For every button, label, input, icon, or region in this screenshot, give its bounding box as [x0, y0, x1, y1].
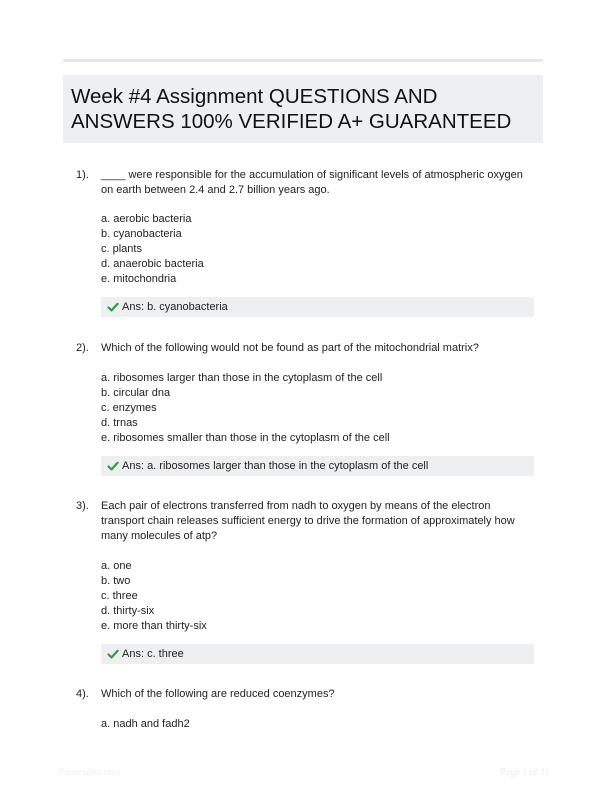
title-banner — [63, 75, 543, 143]
option-a: a. one — [101, 560, 132, 572]
question-text: Each pair of electrons transferred from nadh to oxygen by means of the electron transport chain releases sufficient energy to drive the formation of approximately how many molecules of atp? — [101, 500, 515, 542]
answer-box — [101, 644, 534, 664]
check-icon — [107, 301, 119, 313]
option-b: b. cyanobacteria — [101, 228, 182, 240]
page-title: Week #4 Assignment QUESTIONS AND ANSWERS 100% VERIFIED A+ GUARANTEED — [71, 85, 512, 133]
option-b: b. two — [101, 575, 131, 587]
footer-page-number: Page 1 of 11 — [500, 767, 550, 778]
option-d: d. anaerobic bacteria — [101, 258, 204, 270]
option-c: c. enzymes — [101, 402, 157, 414]
option-d: d. trnas — [101, 417, 138, 429]
options-list — [101, 212, 531, 287]
option-d: d. thirty-six — [101, 605, 155, 617]
option-e: e. mitochondria — [101, 273, 177, 285]
answer-box — [101, 297, 534, 317]
question-text: Which of the following are reduced coenzymes? — [101, 688, 335, 700]
answer-box — [101, 456, 534, 476]
answer-text: Ans: a. ribosomes larger than those in the cytoplasm of the cell — [122, 459, 429, 472]
option-b: b. circular dna — [101, 387, 171, 399]
question-number: 4). — [76, 688, 89, 700]
options-list — [101, 559, 531, 634]
question-number: 1). — [76, 169, 89, 181]
option-a: a. aerobic bacteria — [101, 213, 192, 225]
question-text: ____ were responsible for the accumulation of significant levels of atmospheric oxygen on earth between 2.4 and 2.7 billion years ago. — [101, 169, 523, 196]
check-icon — [107, 648, 119, 660]
footer-site-watermark: Papersdoc.com — [58, 767, 121, 777]
answer-text: Ans: c. three — [122, 647, 184, 660]
option-e: e. ribosomes smaller than those in the cytoplasm of the cell — [101, 432, 390, 444]
question-number: 2). — [76, 342, 89, 354]
options-list — [101, 371, 531, 446]
option-c: c. plants — [101, 243, 142, 255]
top-divider — [63, 59, 543, 62]
option-a: a. ribosomes larger than those in the cytoplasm of the cell — [101, 372, 383, 384]
option-a: a. nadh and fadh2 — [101, 718, 190, 730]
option-e: e. more than thirty-six — [101, 620, 207, 632]
option-c: c. three — [101, 590, 138, 602]
question-number: 3). — [76, 500, 89, 512]
answer-text: Ans: b. cyanobacteria — [122, 300, 228, 313]
options-list — [101, 717, 531, 732]
check-icon — [107, 460, 119, 472]
question-text: Which of the following would not be found as part of the mitochondrial matrix? — [101, 342, 479, 354]
